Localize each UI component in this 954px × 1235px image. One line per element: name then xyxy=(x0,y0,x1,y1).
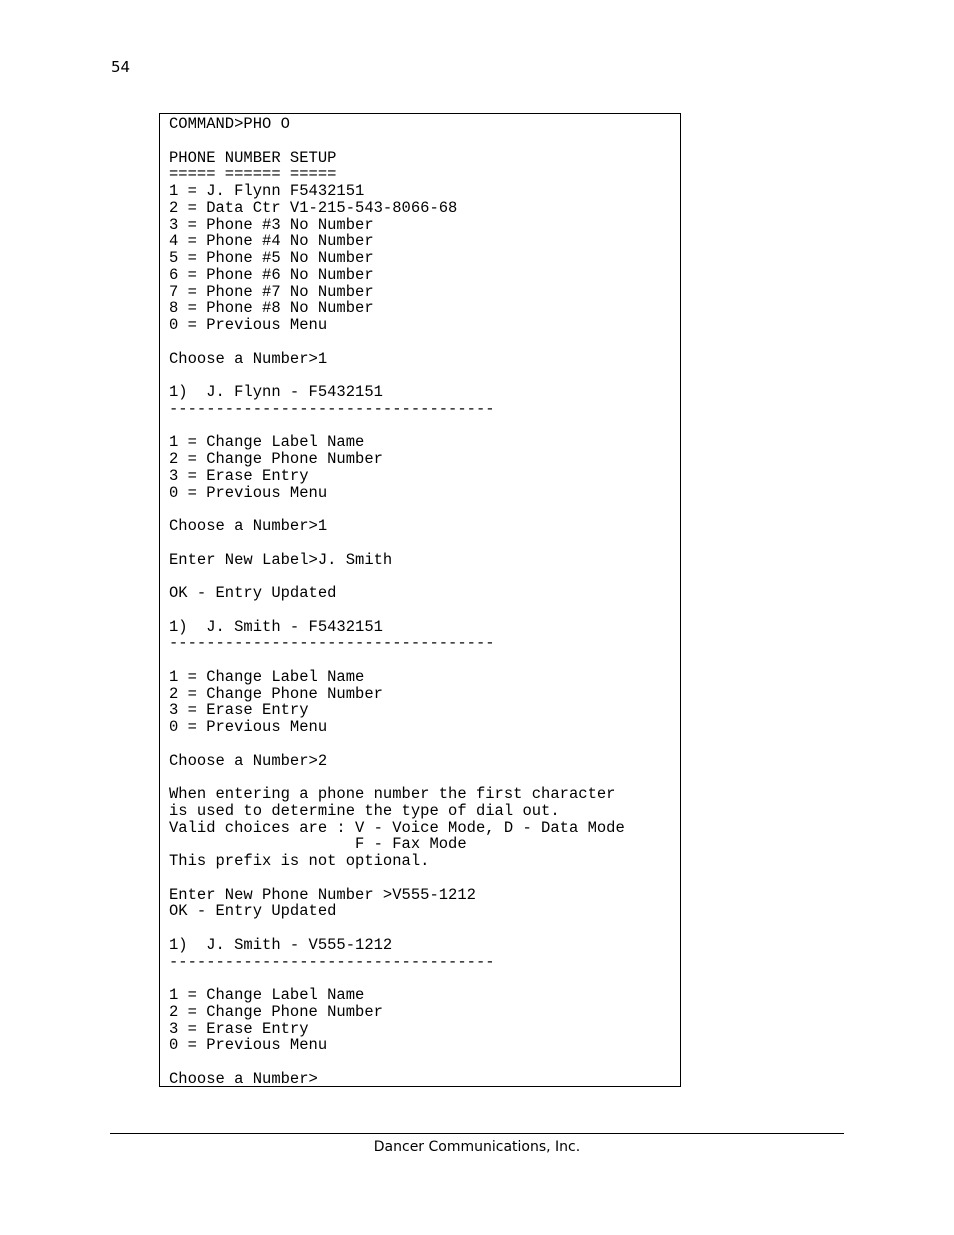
terminal-line: 2 = Data Ctr V1-215-543-8066-68 xyxy=(169,198,458,217)
terminal-line: Valid choices are : V - Voice Mode, D - Data Mode xyxy=(169,818,625,837)
terminal-line: OK - Entry Updated xyxy=(169,902,337,921)
terminal-line: 1) J. Smith - F5432151 xyxy=(169,617,383,636)
terminal-line: ----------------------------------- xyxy=(169,952,495,971)
terminal-line: COMMAND>PHO O xyxy=(169,115,290,133)
terminal-line: Enter New Phone Number >V555-1212 xyxy=(169,885,476,904)
terminal-line: 1 = Change Label Name xyxy=(169,433,365,452)
terminal-line: 3 = Erase Entry xyxy=(169,466,309,485)
terminal-line: 1 = Change Label Name xyxy=(169,667,365,686)
terminal-line: 1 = J. Flynn F5432151 xyxy=(169,182,365,200)
terminal-line: 0 = Previous Menu xyxy=(169,483,328,502)
terminal-line: 0 = Previous Menu xyxy=(169,316,328,334)
footer-company-name: Dancer Communications, Inc. xyxy=(373,1139,581,1155)
terminal-line: 2 = Change Phone Number xyxy=(169,684,383,703)
terminal-line: Enter New Label>J. Smith xyxy=(169,550,393,569)
page-number: 54 xyxy=(111,58,131,76)
terminal-session-box xyxy=(159,113,681,1087)
terminal-line: 5 = Phone #5 No Number xyxy=(169,249,374,267)
terminal-line: F - Fax Mode xyxy=(169,835,467,854)
terminal-line: 0 = Previous Menu xyxy=(169,1036,328,1055)
terminal-line: ===== ====== ===== xyxy=(169,165,337,184)
terminal-line: 3 = Erase Entry xyxy=(169,701,309,720)
terminal-line: 7 = Phone #7 No Number xyxy=(169,282,374,301)
terminal-line: When entering a phone number the first character xyxy=(169,785,616,803)
terminal-line: OK - Entry Updated xyxy=(169,584,337,602)
terminal-line: 0 = Previous Menu xyxy=(169,718,328,736)
terminal-line: 8 = Phone #8 No Number xyxy=(169,299,374,318)
terminal-transcript xyxy=(169,116,625,1088)
terminal-line: 6 = Phone #6 No Number xyxy=(169,265,374,284)
terminal-line: 1) J. Smith - V555-1212 xyxy=(169,935,393,954)
terminal-line: 1) J. Flynn - F5432151 xyxy=(169,383,383,401)
terminal-line: Choose a Number> xyxy=(169,1069,318,1088)
terminal-line: Choose a Number>1 xyxy=(169,349,328,368)
terminal-line: Choose a Number>1 xyxy=(169,517,328,535)
footer-divider xyxy=(110,1133,844,1134)
terminal-line: This prefix is not optional. xyxy=(169,852,430,870)
terminal-line: Choose a Number>2 xyxy=(169,751,328,770)
terminal-line: 3 = Phone #3 No Number xyxy=(169,215,374,234)
terminal-line: 2 = Change Phone Number xyxy=(169,1002,383,1021)
terminal-line: PHONE NUMBER SETUP xyxy=(169,148,337,167)
terminal-line: 4 = Phone #4 No Number xyxy=(169,232,374,251)
terminal-line: 2 = Change Phone Number xyxy=(169,450,383,468)
terminal-line: ----------------------------------- xyxy=(169,634,495,653)
terminal-line: ----------------------------------- xyxy=(169,399,495,418)
terminal-line: 1 = Change Label Name xyxy=(169,986,365,1004)
terminal-line: 3 = Erase Entry xyxy=(169,1019,309,1038)
terminal-line: is used to determine the type of dial out. xyxy=(169,801,560,820)
